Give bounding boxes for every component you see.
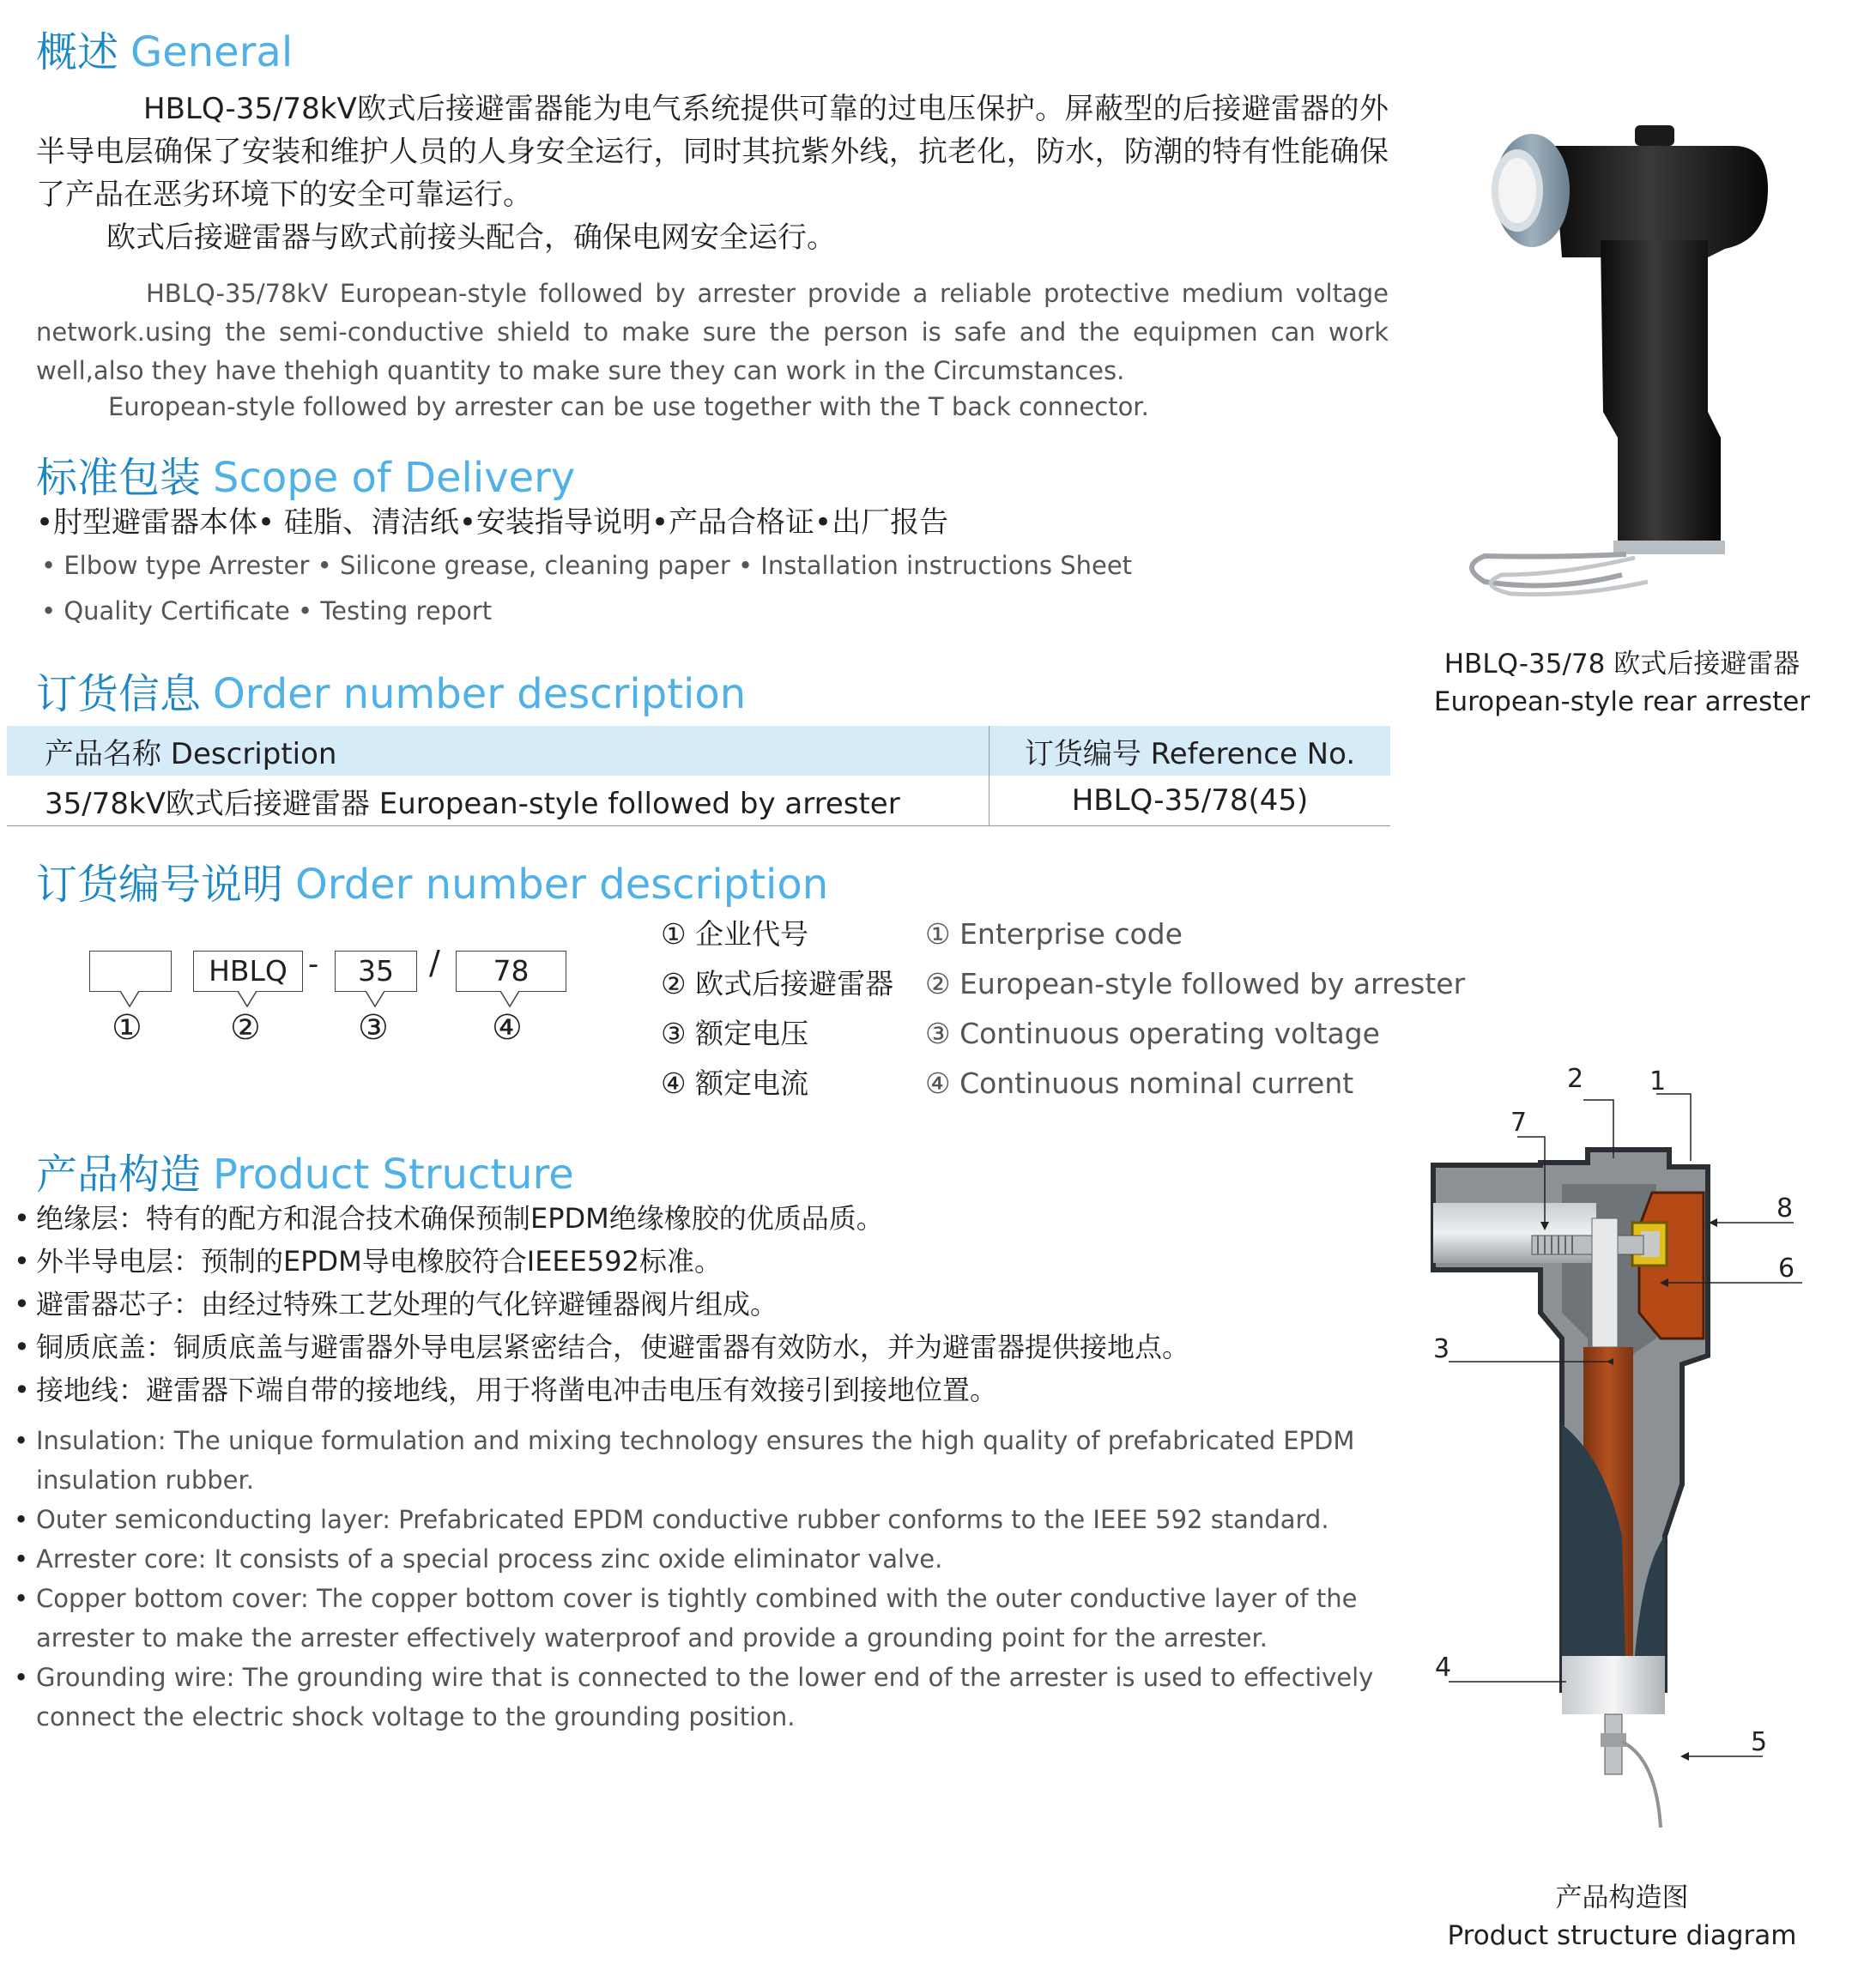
order-code-title-zh: 订货编号说明	[36, 861, 284, 909]
list-item: • 铜质底盖：铜质底盖与避雷器外导电层紧密结合，使避雷器有效防水，并为避雷器提供接地点。	[14, 1326, 1387, 1369]
legend-zh-1: ① 企业代号	[661, 917, 809, 951]
legend-zh-3: ③ 额定电压	[661, 1017, 809, 1050]
order-info-heading	[36, 661, 746, 720]
delivery-en-line-1: • Elbow type Arrester • Silicone grease, cleaning paper • Installation instructions Sheet	[41, 551, 1133, 580]
order-table-col-description: 产品名称 Description	[7, 726, 990, 776]
general-title-zh: 概述	[36, 28, 119, 76]
general-zh-paragraph-1: HBLQ-35/78kV欧式后接避雷器能为电气系统提供可靠的过电压保护。屏蔽型的后接避雷器的外半导电层确保了安装和维护人员的人身安全运行，同时其抗紫外线，抗老化，防水，防潮的特有性能确保了产品在恶劣环境下的安全可靠运行。	[36, 92, 1389, 212]
order-table-header	[7, 726, 1390, 776]
structure-heading	[36, 1141, 574, 1200]
list-item: • Grounding wire: The grounding wire that is connected to the lower end of the arrester is used to effectively connect the electric shock voltage to the grounding position.	[14, 1658, 1387, 1737]
order-info-title-zh: 订货信息	[36, 670, 202, 718]
arrester-photo	[1450, 112, 1794, 609]
photo-caption	[1407, 645, 1837, 721]
structure-zh-list	[14, 1197, 1387, 1411]
general-zh-paragraph-2: 欧式后接避雷器与欧式前接头配合，确保电网安全运行。	[106, 221, 836, 255]
list-item: • 避雷器芯子：由经过特殊工艺处理的气化锌避锺器阀片组成。	[14, 1283, 1387, 1326]
code-box-type: HBLQ	[193, 951, 303, 992]
code-marker-2: ②	[230, 1008, 261, 1048]
code-box-enterprise	[89, 951, 172, 992]
code-box-current: 78	[456, 951, 566, 992]
structure-diagram	[1407, 1055, 1819, 1845]
general-title-en: General	[130, 28, 294, 76]
order-table-cell-reference: HBLQ-35/78(45)	[990, 776, 1391, 826]
diagram-caption-zh: 产品构造图	[1555, 1882, 1689, 1913]
diagram-caption	[1399, 1879, 1845, 1955]
order-table-col-reference: 订货编号 Reference No.	[990, 726, 1391, 776]
delivery-heading	[36, 444, 575, 504]
delivery-title-zh: 标准包装	[36, 454, 202, 502]
legend-en-2: ② European-style followed by arrester	[925, 967, 1466, 1000]
structure-title-en: Product Structure	[213, 1151, 574, 1199]
delivery-en-line-2: • Quality Certificate • Testing report	[41, 596, 493, 625]
legend-en-3: ③ Continuous operating voltage	[925, 1017, 1380, 1050]
legend-zh-4: ④ 额定电流	[661, 1067, 809, 1100]
order-code-heading	[36, 851, 828, 910]
legend-en-1: ① Enterprise code	[925, 917, 1183, 951]
code-marker-4: ④	[492, 1008, 523, 1048]
diagram-label-8: 8	[1776, 1193, 1794, 1224]
order-code-title-en: Order number description	[295, 861, 829, 909]
legend-en-4: ④ Continuous nominal current	[925, 1067, 1354, 1100]
general-en-paragraph-2: European-style followed by arrester can be use together with the T back connector.	[108, 392, 1149, 421]
list-item: • Copper bottom cover: The copper bottom cover is tightly combined with the outer conductive layer of the arrester to make the arrester effectively waterproof and provide a grounding point for the arrester.	[14, 1579, 1387, 1658]
list-item: • Insulation: The unique formulation and mixing technology ensures the high quality of prefabricated EPDM insulation rubber.	[14, 1421, 1387, 1500]
delivery-zh-line: •肘型避雷器本体• 硅脂、清洁纸•安装指导说明•产品合格证•出厂报告	[36, 505, 949, 540]
diagram-label-3: 3	[1433, 1334, 1450, 1364]
diagram-label-2: 2	[1567, 1064, 1584, 1094]
diagram-label-1: 1	[1649, 1067, 1667, 1097]
diagram-label-4: 4	[1435, 1653, 1452, 1683]
general-heading	[36, 19, 293, 78]
legend-zh-2: ② 欧式后接避雷器	[661, 967, 894, 1000]
structure-en-list	[14, 1421, 1387, 1737]
code-marker-1: ①	[112, 1008, 142, 1048]
order-info-title-en: Order number description	[213, 670, 747, 718]
list-item: • 接地线：避雷器下端自带的接地线，用于将凿电冲击电压有效接引到接地位置。	[14, 1369, 1387, 1411]
list-item: • Outer semiconducting layer: Prefabricated EPDM conductive rubber conforms to the IEEE 592 standard.	[14, 1500, 1387, 1539]
code-legend-zh	[661, 909, 893, 1109]
delivery-title-en: Scope of Delivery	[213, 454, 576, 502]
order-table-cell-description: 35/78kV欧式后接避雷器 European-style followed by arrester	[7, 776, 990, 826]
code-slash: /	[429, 944, 440, 982]
photo-caption-en: European-style rear arrester	[1433, 686, 1811, 717]
structure-title-zh: 产品构造	[36, 1151, 202, 1199]
order-table	[7, 726, 1390, 826]
code-dash: -	[308, 947, 319, 982]
diagram-label-5: 5	[1751, 1727, 1768, 1757]
list-item: • 外半导电层：预制的EPDM导电橡胶符合IEEE592标准。	[14, 1240, 1387, 1283]
diagram-label-7: 7	[1510, 1108, 1528, 1138]
photo-caption-zh: HBLQ-35/78 欧式后接避雷器	[1443, 649, 1801, 680]
general-en-paragraph-1: HBLQ-35/78kV European-style followed by arrester provide a reliable protective medium voltage network.using the semi-conductive shield to make sure the person is safe and the equipmen can work well,also they have thehigh quantity to make sure they can work in the Circumstances.	[36, 279, 1389, 385]
list-item: • 绝缘层：特有的配方和混合技术确保预制EPDM绝缘橡胶的优质品质。	[14, 1197, 1387, 1240]
diagram-caption-en: Product structure diagram	[1447, 1920, 1797, 1951]
code-marker-3: ③	[358, 1008, 389, 1048]
code-legend-en	[925, 909, 1465, 1109]
table-row	[7, 776, 1390, 826]
list-item: • Arrester core: It consists of a special process zinc oxide eliminator valve.	[14, 1539, 1387, 1579]
code-box-voltage: 35	[335, 951, 417, 992]
diagram-label-6: 6	[1778, 1254, 1795, 1284]
